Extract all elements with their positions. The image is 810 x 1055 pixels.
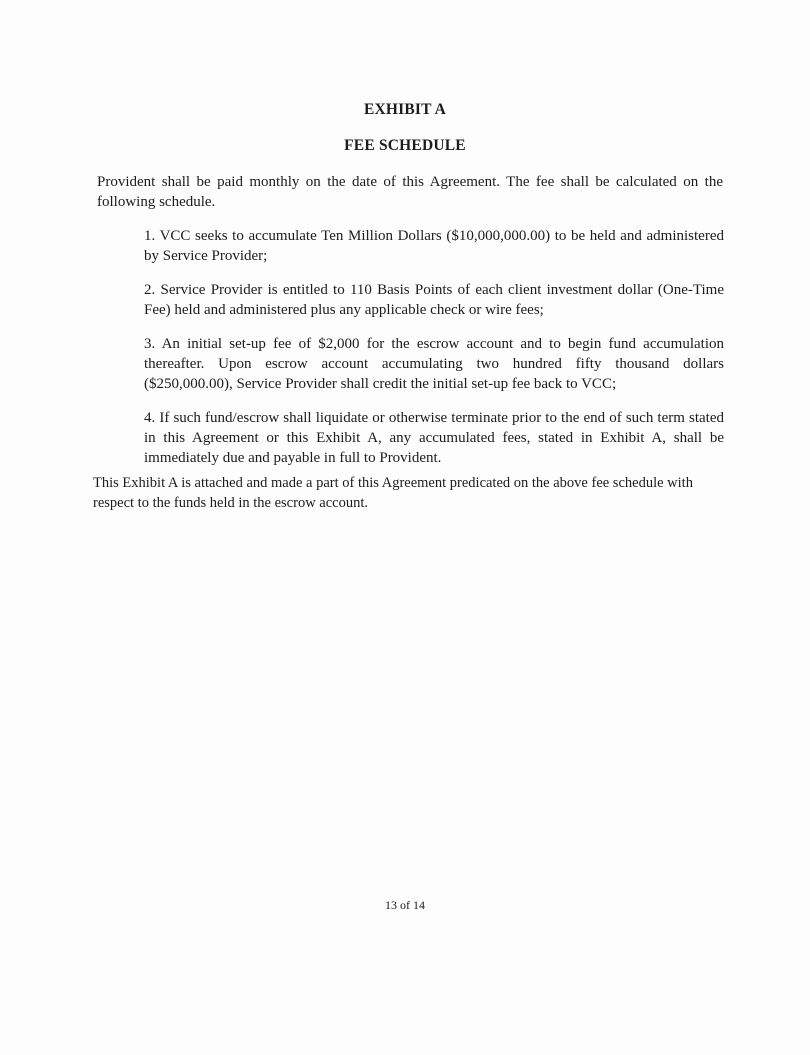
- schedule-item-4: 4. If such fund/escrow shall liquidate or otherwise terminate prior to the end of such term stated in this Agreement or this Exhibit A, any accumulated fees, stated in Exhibit A, shall be immediately due and payable in full to Provident.: [144, 410, 724, 466]
- closing-paragraph: This Exhibit A is attached and made a part of this Agreement predicated on the above fee schedule with respect to the funds held in the escrow account.: [93, 475, 693, 511]
- schedule-item-3: 3. An initial set-up fee of $2,000 for the escrow account and to begin fund accumulation thereafter. Upon escrow account accumulating two hundred fifty thousand dollars ($250,000.00), Service Provider shall credit the initial set-up fee back to VCC;: [144, 336, 724, 392]
- schedule-item-2: 2. Service Provider is entitled to 110 Basis Points of each client investment dollar (One-Time Fee) held and administered plus any applicable check or wire fees;: [144, 282, 724, 318]
- schedule-item-1: 1. VCC seeks to accumulate Ten Million Dollars ($10,000,000.00) to be held and administered by Service Provider;: [144, 228, 724, 264]
- page-number: 13 of 14: [385, 898, 425, 912]
- fee-schedule-title: FEE SCHEDULE: [344, 137, 466, 154]
- exhibit-title: EXHIBIT A: [363, 101, 447, 118]
- intro-paragraph: Provident shall be paid monthly on the date of this Agreement. The fee shall be calculated on the following schedule.: [97, 174, 723, 210]
